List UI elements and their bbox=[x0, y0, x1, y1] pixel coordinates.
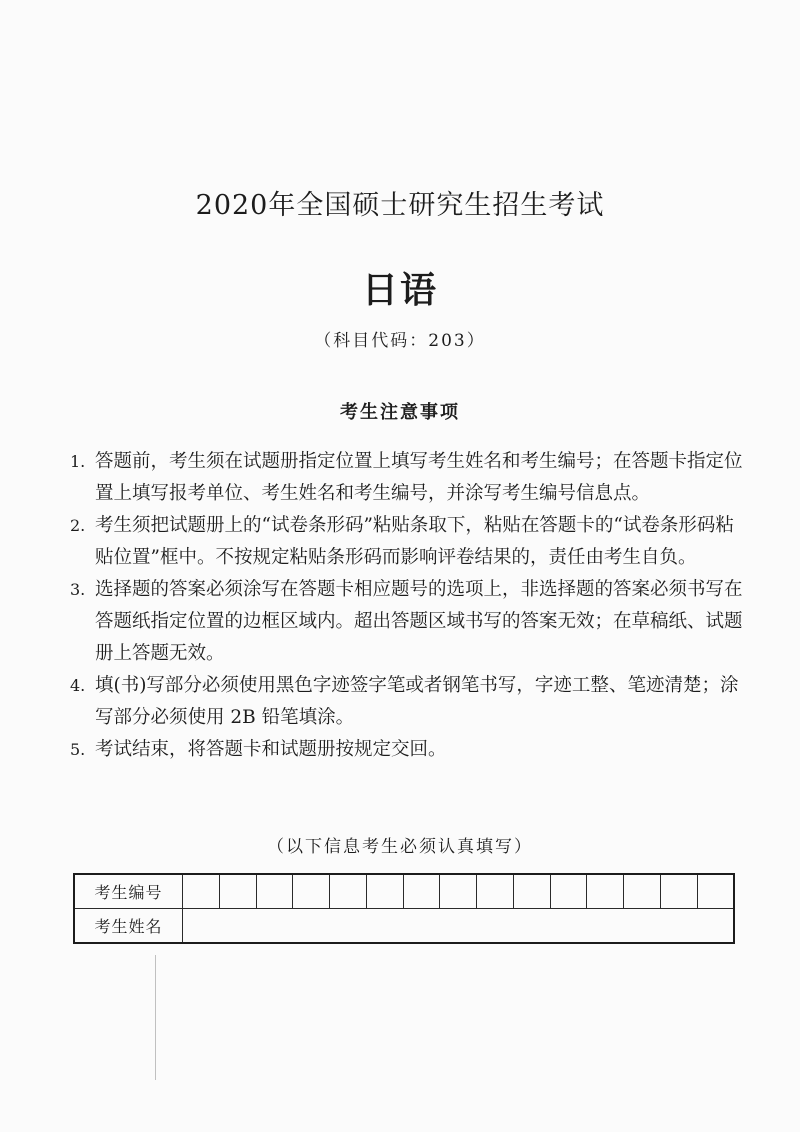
notice-item-text: 考试结束，将答题卡和试题册按规定交回。 bbox=[95, 739, 447, 760]
notice-item bbox=[70, 574, 748, 670]
notice-item bbox=[70, 510, 748, 574]
candidate-info-table bbox=[73, 873, 735, 944]
candidate-name-row bbox=[74, 909, 734, 944]
notice-item bbox=[70, 734, 748, 766]
exam-title: 2020年全国硕士研究生招生考试 bbox=[195, 190, 605, 221]
candidate-number-digit-box[interactable] bbox=[624, 874, 661, 909]
notice-item-number: 1. bbox=[70, 452, 86, 471]
notice-item-number: 5. bbox=[70, 740, 86, 759]
candidate-name-field[interactable] bbox=[183, 909, 735, 944]
candidate-number-digit-box[interactable] bbox=[293, 874, 330, 909]
candidate-name-label: 考生姓名 bbox=[74, 909, 183, 944]
candidate-number-digit-box[interactable] bbox=[477, 874, 514, 909]
candidate-number-digit-box[interactable] bbox=[219, 874, 256, 909]
candidate-number-digit-box[interactable] bbox=[256, 874, 293, 909]
notice-item bbox=[70, 446, 748, 510]
candidate-number-digit-box[interactable] bbox=[550, 874, 587, 909]
notice-list bbox=[70, 446, 748, 766]
candidate-number-digit-box[interactable] bbox=[330, 874, 367, 909]
candidate-number-digit-box[interactable] bbox=[660, 874, 697, 909]
candidate-number-label: 考生编号 bbox=[74, 874, 183, 909]
notice-item-text: 选择题的答案必须涂写在答题卡相应题号的选项上，非选择题的答案必须书写在答题纸指定位置的边框区域内。超出答题区域书写的答案无效；在草稿纸、试题册上答题无效。 bbox=[95, 579, 743, 664]
info-caption: （以下信息考生必须认真填写） bbox=[267, 837, 533, 857]
notice-item-number: 4. bbox=[70, 676, 86, 695]
notice-item-text: 考生须把试题册上的“试卷条形码”粘贴条取下，粘贴在答题卡的“试卷条形码粘贴位置”框中。不按规定粘贴条形码而影响评卷结果的，责任由考生自负。 bbox=[95, 515, 734, 568]
notice-item-number: 3. bbox=[70, 580, 86, 599]
candidate-number-digit-box[interactable] bbox=[366, 874, 403, 909]
candidate-number-digit-box[interactable] bbox=[587, 874, 624, 909]
subject-code: （科目代码：203） bbox=[314, 331, 486, 351]
fold-mark bbox=[155, 955, 156, 1080]
candidate-number-digit-box[interactable] bbox=[697, 874, 734, 909]
candidate-number-row bbox=[74, 874, 734, 909]
subject-title: 日语 bbox=[361, 270, 438, 311]
notice-item-text: 填(书)写部分必须使用黑色字迹签字笔或者钢笔书写，字迹工整、笔迹清楚；涂写部分必须使用 2B 铅笔填涂。 bbox=[95, 675, 739, 728]
candidate-number-digit-box[interactable] bbox=[440, 874, 477, 909]
notice-heading: 考生注意事项 bbox=[340, 402, 460, 423]
candidate-number-digit-box[interactable] bbox=[403, 874, 440, 909]
notice-item-number: 2. bbox=[70, 516, 86, 535]
notice-item bbox=[70, 670, 748, 734]
candidate-number-digit-box[interactable] bbox=[513, 874, 550, 909]
candidate-number-digit-box[interactable] bbox=[183, 874, 220, 909]
notice-item-text: 答题前，考生须在试题册指定位置上填写考生姓名和考生编号；在答题卡指定位置上填写报考单位、考生姓名和考生编号，并涂写考生编号信息点。 bbox=[95, 451, 743, 504]
